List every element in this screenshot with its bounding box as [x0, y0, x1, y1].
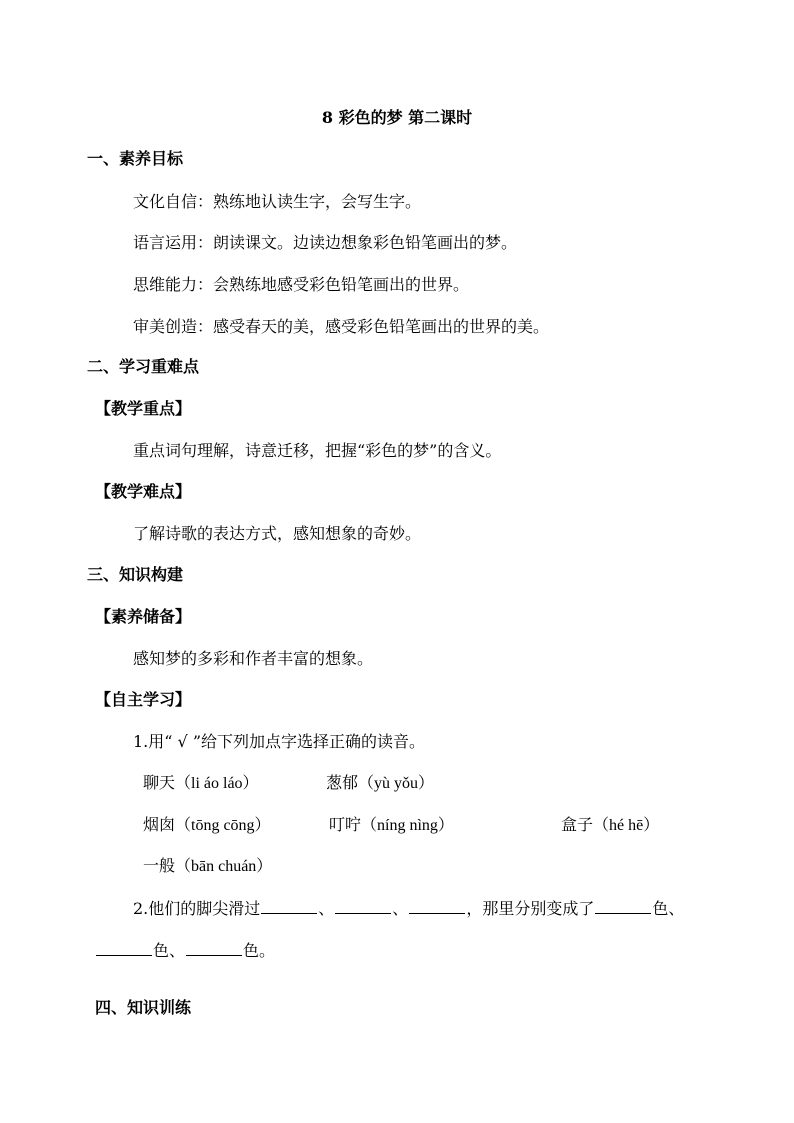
- answer-blank-6[interactable]: [186, 941, 242, 956]
- answer-blank-2[interactable]: [335, 899, 391, 914]
- goal-item-culture: 文化自信：熟练地认读生字，会写生字。: [133, 192, 422, 211]
- difficulty-label: 【教学难点】: [95, 482, 192, 501]
- document-title: 8 彩色的梦 第二课时: [321, 108, 473, 127]
- pinyin-word-4: 叮咛（níng nìng）: [329, 817, 454, 834]
- goal-item-language: 语言运用：朗读课文。边读边想象彩色铅笔画出的梦。: [133, 233, 518, 252]
- goal-item-thinking: 思维能力：会熟练地感受彩色铅笔画出的世界。: [133, 275, 470, 294]
- answer-blank-3[interactable]: [409, 899, 465, 914]
- question-1: 1.用“ √ ”给下列加点字选择正确的读音。: [133, 732, 425, 751]
- focus-label: 【教学重点】: [95, 399, 192, 418]
- section-heading-training: 四、知识训练: [95, 998, 192, 1017]
- answer-blank-4[interactable]: [595, 899, 651, 914]
- pinyin-word-6: 一般（bān chuán）: [143, 858, 273, 875]
- self-study-label: 【自主学习】: [95, 690, 192, 709]
- question-2-prefix: 2.他们的脚尖滑过: [133, 899, 261, 918]
- question-2-middle: ，那里分别变成了: [466, 899, 595, 918]
- question-2: [133, 899, 684, 919]
- answer-blank-1[interactable]: [261, 899, 317, 914]
- pinyin-word-5: 盒子（hé hē）: [561, 817, 660, 834]
- pinyin-word-1: 聊天（li áo láo）: [143, 775, 259, 792]
- pinyin-word-3: 烟囱（tōng cōng）: [143, 817, 271, 834]
- focus-text: 重点词句理解，诗意迁移，把握“彩色的梦”的含义。: [133, 441, 502, 460]
- separator: 、: [392, 899, 409, 918]
- difficulty-text: 了解诗歌的表达方式，感知想象的奇妙。: [133, 524, 422, 543]
- pinyin-word-2: 葱郁（yù yǒu）: [326, 775, 435, 792]
- section-heading-knowledge: 三、知识构建: [87, 565, 184, 584]
- answer-blank-5[interactable]: [96, 941, 152, 956]
- separator: 、: [318, 899, 335, 918]
- section-heading-goals: 一、素养目标: [87, 149, 184, 168]
- color-suffix-end: 色。: [243, 941, 276, 960]
- goal-item-aesthetic: 审美创造：感受春天的美，感受彩色铅笔画出的世界的美。: [133, 317, 550, 336]
- reserve-text: 感知梦的多彩和作者丰富的想象。: [133, 649, 374, 668]
- section-heading-focus: 二、学习重难点: [87, 357, 200, 376]
- color-suffix: 色、: [652, 899, 685, 918]
- question-2-continued: [95, 941, 275, 961]
- reserve-label: 【素养储备】: [95, 607, 192, 626]
- color-suffix: 色、: [153, 941, 186, 960]
